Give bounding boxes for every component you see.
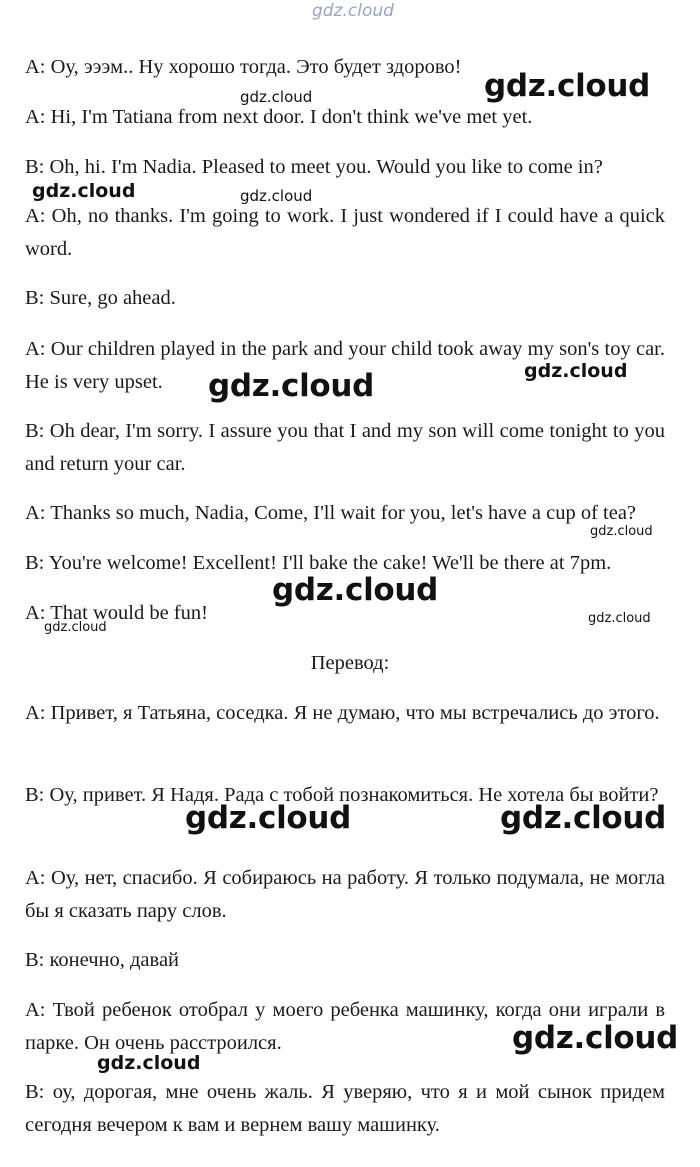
- dialogue-line-5: A: Our children played in the park and your child took away my son's toy car. He is very upset.: [25, 338, 665, 393]
- translation-line-3: B: конечно, давай: [25, 949, 180, 971]
- translation-line-1: B: Оу, привет. Я Надя. Рада с тобой познакомиться. Не хотела бы войти?: [25, 784, 659, 806]
- dialogue-line-0: A: Оу, эээм.. Ну хорошо тогда. Это будет здорово!: [25, 56, 462, 78]
- watermark: gdz.cloud: [44, 620, 107, 635]
- watermark: gdz.cloud: [524, 360, 628, 382]
- watermark: gdz.cloud: [512, 1020, 679, 1056]
- dialogue-line-4: B: Sure, go ahead.: [25, 287, 176, 309]
- dialogue-line-8: B: You're welcome! Excellent! I'll bake the cake! We'll be there at 7pm.: [25, 552, 612, 574]
- dialogue-line-3: A: Oh, no thanks. I'm going to work. I just wondered if I could have a quick word.: [25, 205, 665, 260]
- watermark: gdz.cloud: [208, 368, 375, 404]
- watermark: gdz.cloud: [590, 524, 653, 539]
- dialogue-line-1: A: Hi, I'm Tatiana from next door. I don't think we've met yet.: [25, 106, 533, 128]
- watermark: gdz.cloud: [588, 611, 651, 626]
- translation-line-5: B: оу, дорогая, мне очень жаль. Я уверяю, что я и мой сынок придем сегодня вечером к вам и вернем вашу машинку.: [25, 1081, 665, 1136]
- watermark: gdz.cloud: [97, 1052, 201, 1074]
- watermark: gdz.cloud: [484, 68, 651, 104]
- translation-heading: Перевод:: [310, 652, 390, 674]
- watermark-top: gdz.cloud: [312, 1, 394, 21]
- translation-line-2: A: Оу, нет, спасибо. Я собираюсь на работу. Я только подумала, не могла бы я сказать пару слов.: [25, 867, 665, 922]
- translation-line-4: A: Твой ребенок отобрал у моего ребенка машинку, когда они играли в парке. Он очень расстроился.: [25, 999, 665, 1054]
- watermark: gdz.cloud: [272, 572, 439, 608]
- watermark: gdz.cloud: [32, 180, 136, 202]
- dialogue-line-7: A: Thanks so much, Nadia, Come, I'll wait for you, let's have a cup of tea?: [25, 502, 637, 524]
- dialogue-line-2: B: Oh, hi. I'm Nadia. Pleased to meet you. Would you like to come in?: [25, 156, 603, 178]
- watermark: gdz.cloud: [240, 88, 313, 106]
- watermark: gdz.cloud: [185, 800, 352, 836]
- translation-line-0: A: Привет, я Татьяна, соседка. Я не думаю, что мы встречались до этого.: [25, 702, 660, 724]
- dialogue-line-6: B: Oh dear, I'm sorry. I assure you that I and my son will come tonight to you and return your car.: [25, 420, 665, 475]
- watermark: gdz.cloud: [500, 800, 667, 836]
- dialogue-line-9: A: That would be fun!: [25, 602, 208, 624]
- watermark: gdz.cloud: [240, 187, 313, 205]
